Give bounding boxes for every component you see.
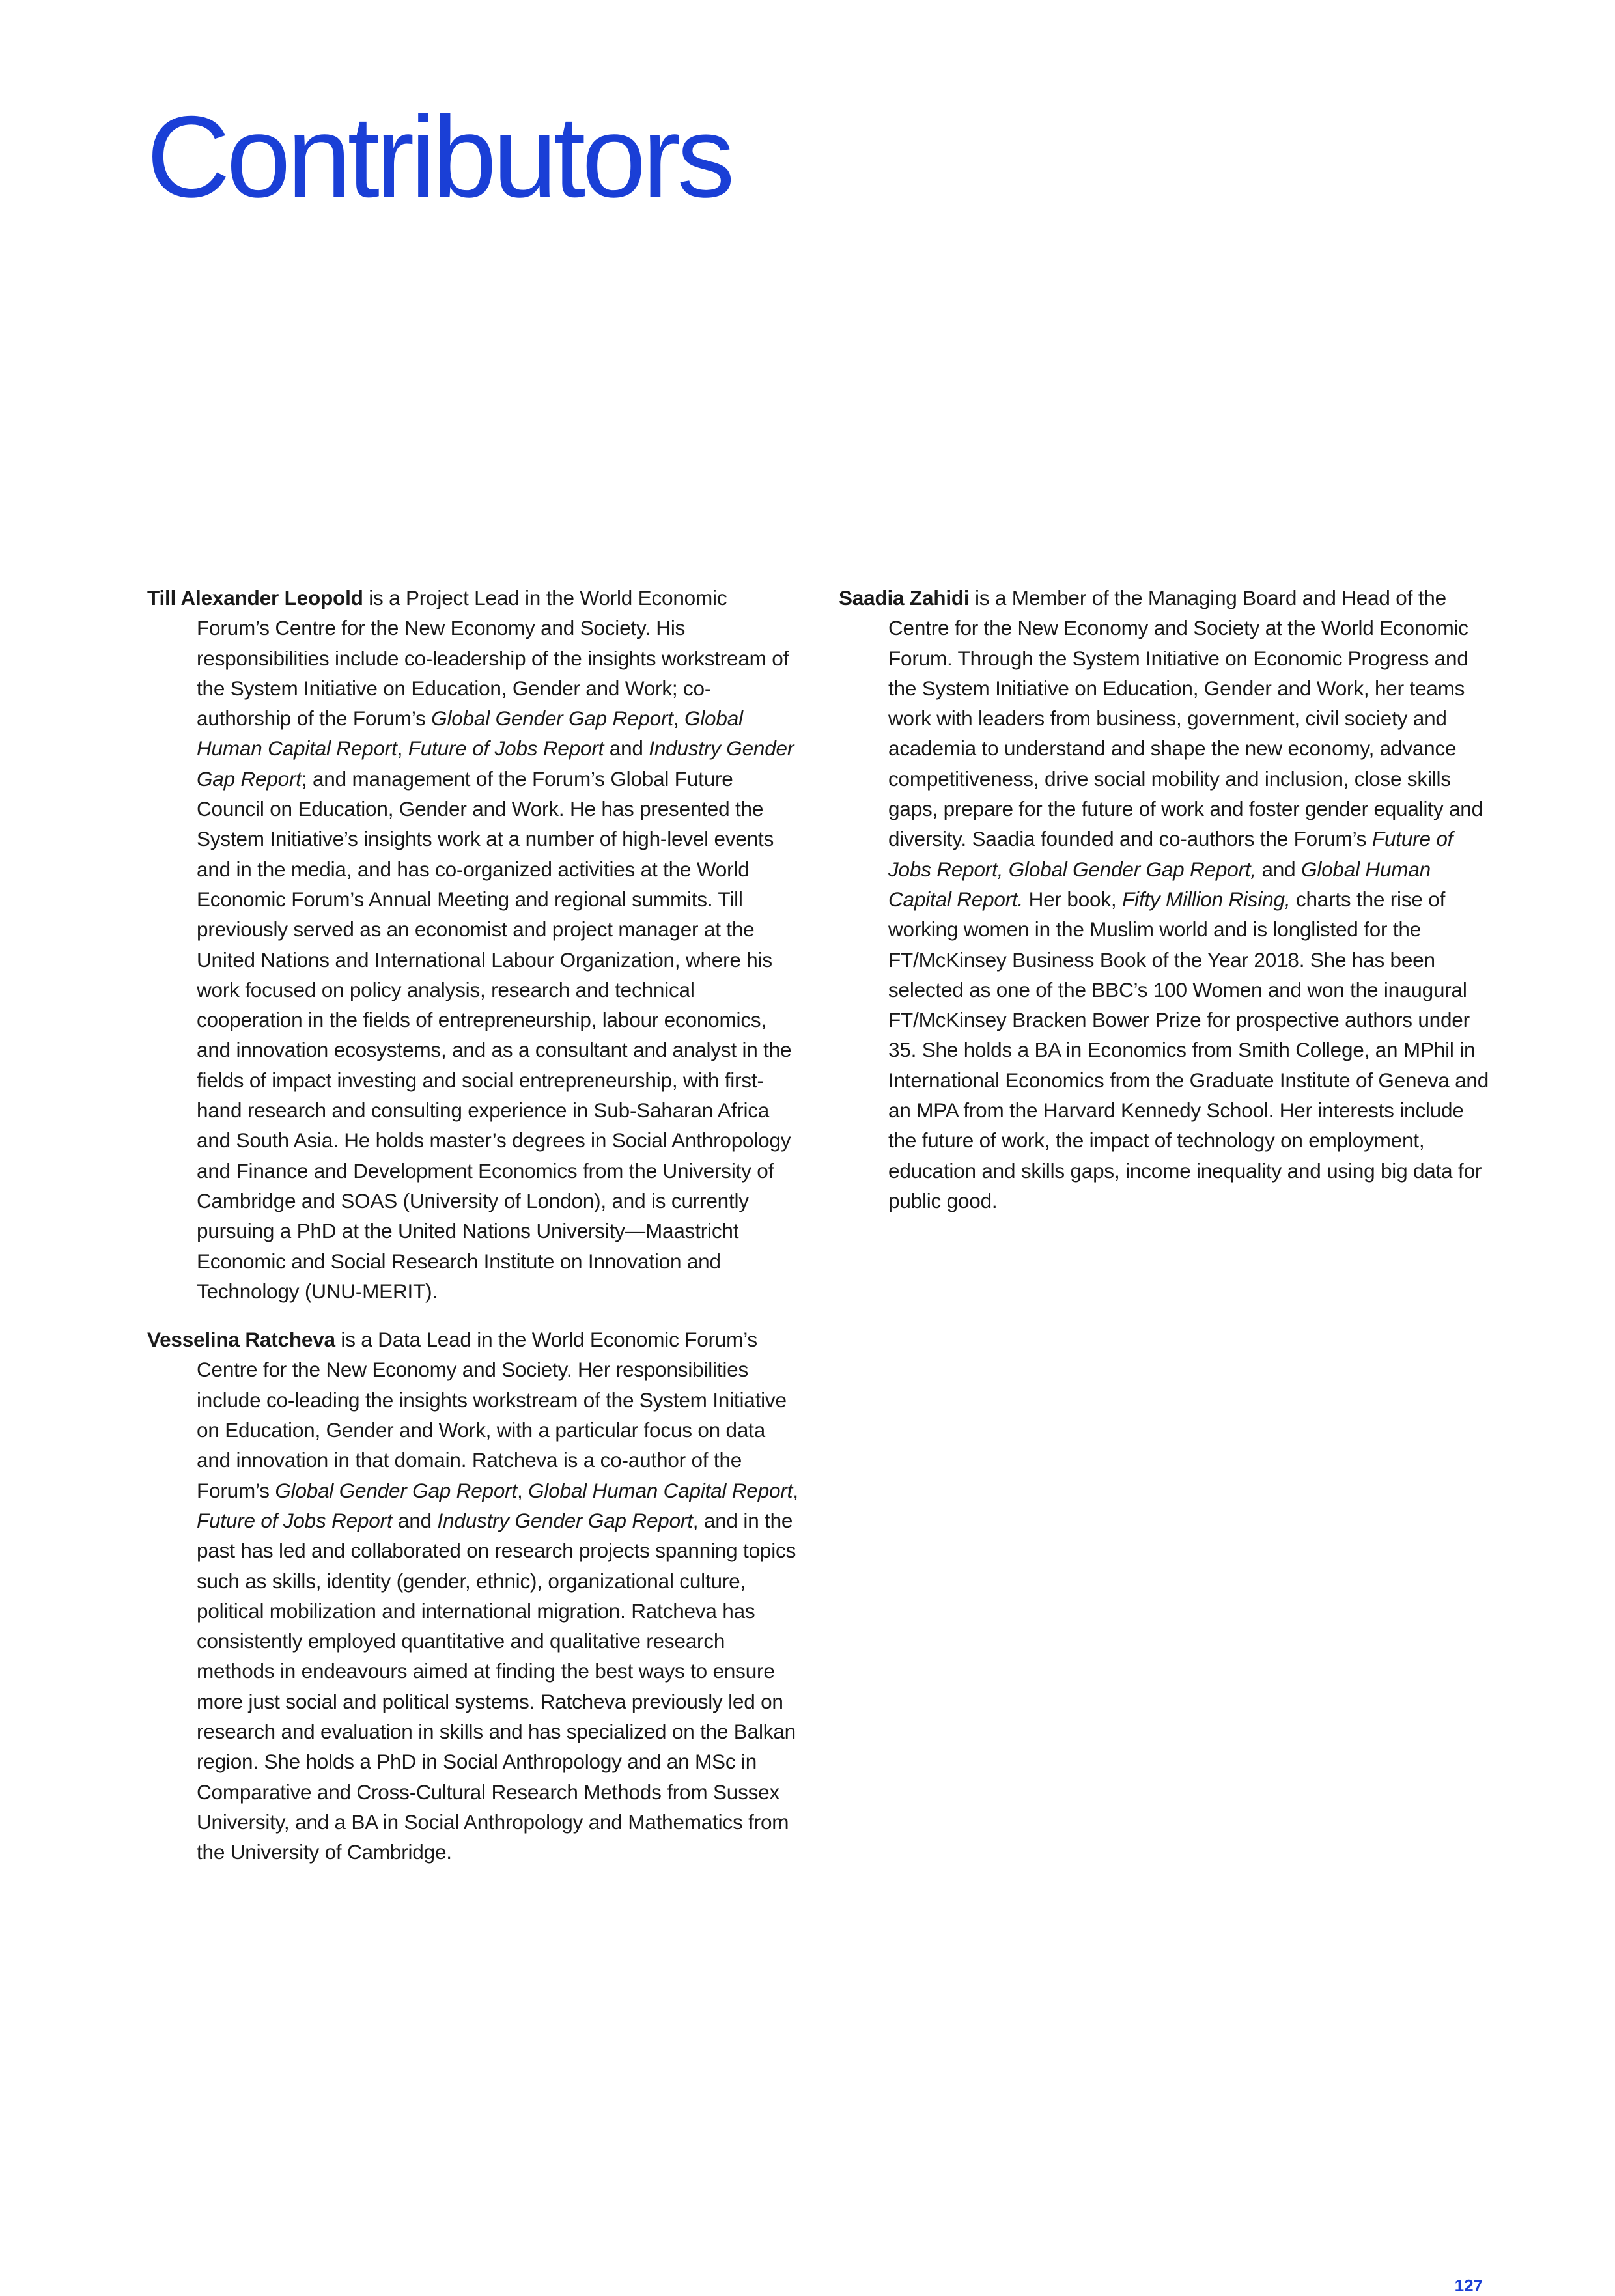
- left-column: [147, 583, 798, 1885]
- contributor-name: Saadia Zahidi: [839, 586, 970, 609]
- contributor-name: Till Alexander Leopold: [147, 586, 363, 609]
- page-number: 127: [1454, 2276, 1483, 2295]
- right-column: [839, 583, 1490, 1234]
- contributor-bio-zahidi: Saadia Zahidi is a Member of the Managing Board and Head of the Centre for the New Economy and Society at the World Economic Forum. Through the System Initiative on Economic Progress and the System Initiative on Education, Gender and Work, her teams work with leaders from business, government, civil society and academia to understand and shape the new economy, advance competitiveness, drive social mobility and inclusion, close skills gaps, prepare for the future of work and foster gender equality and diversity. Saadia founded and co-authors the Forum’s Future of Jobs Report, Global Gender Gap Report, and Global Human Capital Report. Her book, Fifty Million Rising, charts the rise of working women in the Muslim world and is longlisted for the FT/McKinsey Business Book of the Year 2018. She has been selected as one of the BBC’s 100 Women and won the inaugural FT/McKinsey Bracken Bower Prize for prospective authors under 35. She holds a BA in Economics from Smith College, an MPhil in International Economics from the Graduate Institute of Geneva and an MPA from the Harvard Kennedy School. Her interests include the future of work, the impact of technology on employment, education and skills gaps, income inequality and using big data for public good.: [839, 586, 1489, 1212]
- page-title: Contributors: [147, 92, 731, 221]
- contributor-bio-leopold: Till Alexander Leopold is a Project Lead in the World Economic Forum’s Centre for the New Economy and Society. His responsibilities include co-leadership of the insights workstream of the System Initiative on Education, Gender and Work; co-authorship of the Forum’s Global Gender Gap Report, Global Human Capital Report, Future of Jobs Report and Industry Gender Gap Report; and management of the Forum’s Global Future Council on Education, Gender and Work. He has presented the System Initiative’s insights work at a number of high-level events and in the media, and has co-organized activities at the World Economic Forum’s Annual Meeting and regional summits. Till previously served as an economist and project manager at the United Nations and International Labour Organization, where his work focused on policy analysis, research and technical cooperation in the fields of entrepreneurship, labour economics, and innovation ecosystems, and as a consultant and analyst in the fields of impact investing and social entrepreneurship, with first-hand research and consulting experience in Sub-Saharan Africa and South Asia. He holds master’s degrees in Social Anthropology and Finance and Development Economics from the University of Cambridge and SOAS (University of London), and is currently pursuing a PhD at the United Nations University—Maastricht Economic and Social Research Institute on Innovation and Technology (UNU-MERIT).: [147, 586, 794, 1303]
- contributor-bio-ratcheva: Vesselina Ratcheva is a Data Lead in the World Economic Forum’s Centre for the New Economy and Society. Her responsibilities include co-leading the insights workstream of the System Initiative on Education, Gender and Work, with a particular focus on data and innovation in that domain. Ratcheva is a co-author of the Forum’s Global Gender Gap Report, Global Human Capital Report, Future of Jobs Report and Industry Gender Gap Report, and in the past has led and collaborated on research projects spanning topics such as skills, identity (gender, ethnic), organizational culture, political mobilization and international migration. Ratcheva has consistently employed quantitative and qualitative research methods in endeavours aimed at finding the best ways to ensure more just social and political systems. Ratcheva previously led on research and evaluation in skills and has specialized on the Balkan region. She holds a PhD in Social Anthropology and an MSc in Comparative and Cross-Cultural Research Methods from Sussex University, and a BA in Social Anthropology and Mathematics from the University of Cambridge.: [147, 1328, 798, 1864]
- contributor-name: Vesselina Ratcheva: [147, 1328, 335, 1352]
